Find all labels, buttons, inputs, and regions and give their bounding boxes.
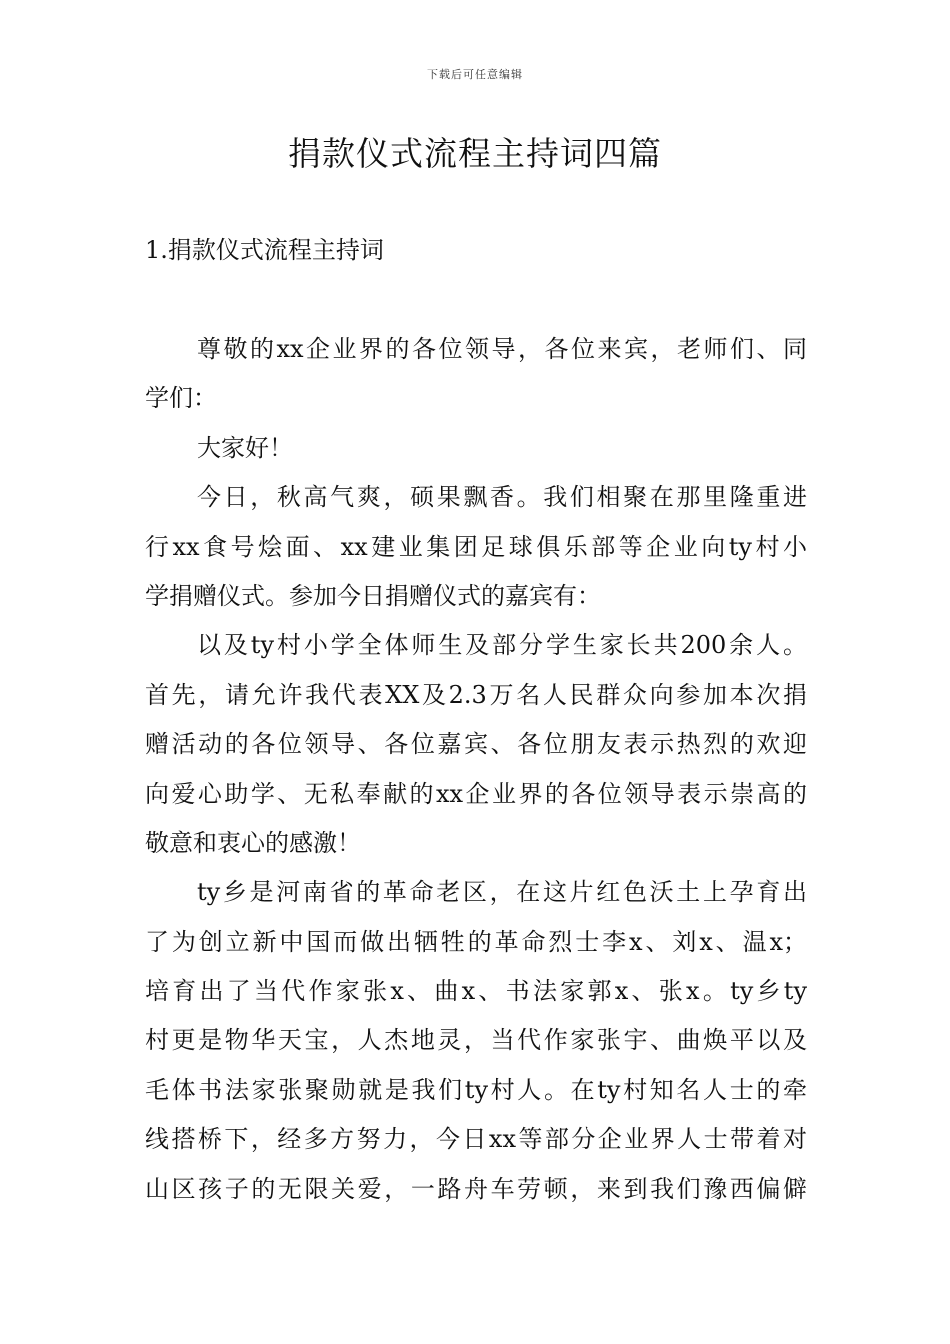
text-line: 学们：	[145, 384, 217, 413]
paragraph	[145, 868, 807, 1214]
text-line: 毛体书法家张聚勋就是我们ty村人。在ty村知名人士的牵	[145, 1075, 807, 1104]
text-line: 敬意和衷心的感激！	[145, 828, 361, 857]
text-line: 赠活动的各位领导、各位嘉宾、各位朋友表示热烈的欢迎	[145, 730, 807, 759]
text-line: 向爱心助学、无私奉献的xx企业界的各位领导表示崇高的	[145, 779, 807, 808]
text-line: 尊敬的xx企业界的各位领导，各位来宾，老师们、同	[197, 335, 807, 363]
text-line: 大家好！	[197, 433, 293, 462]
text-line: 山区孩子的无限关爱，一路舟车劳顿，来到我们豫西偏僻	[145, 1174, 807, 1203]
paragraph	[145, 473, 807, 621]
text-line: ty乡是河南省的革命老区，在这片红色沃土上孕育出	[197, 878, 807, 907]
text-line: 学捐赠仪式。参加今日捐赠仪式的嘉宾有：	[145, 581, 601, 610]
text-line: 培育出了当代作家张x、曲x、书法家郭x、张x。ty乡ty	[145, 977, 807, 1006]
text-line: 村更是物华天宝，人杰地灵，当代作家张宇、曲焕平以及	[145, 1026, 807, 1055]
paragraph	[145, 325, 807, 424]
header-note: 下载后可任意编辑	[427, 68, 523, 81]
text-line: 今日，秋高气爽，硕果飘香。我们相聚在那里隆重进	[197, 483, 807, 512]
body-text	[145, 325, 807, 1214]
section-heading: 1.捐款仪式流程主持词	[145, 236, 384, 264]
document-title: 捐款仪式流程主持词四篇	[288, 134, 662, 173]
paragraph	[145, 424, 807, 473]
text-line: 行xx食号烩面、xx建业集团足球俱乐部等企业向ty村小	[145, 532, 807, 561]
text-line: 以及ty村小学全体师生及部分学生家长共200余人。	[197, 631, 807, 660]
text-line: 了为创立新中国而做出牺牲的革命烈士李x、刘x、温x；	[145, 927, 807, 956]
paragraph	[145, 621, 807, 868]
text-line: 首先，请允许我代表XX及2.3万名人民群众向参加本次捐	[145, 680, 807, 709]
text-line: 线搭桥下，经多方努力，今日xx等部分企业界人士带着对	[145, 1125, 807, 1154]
